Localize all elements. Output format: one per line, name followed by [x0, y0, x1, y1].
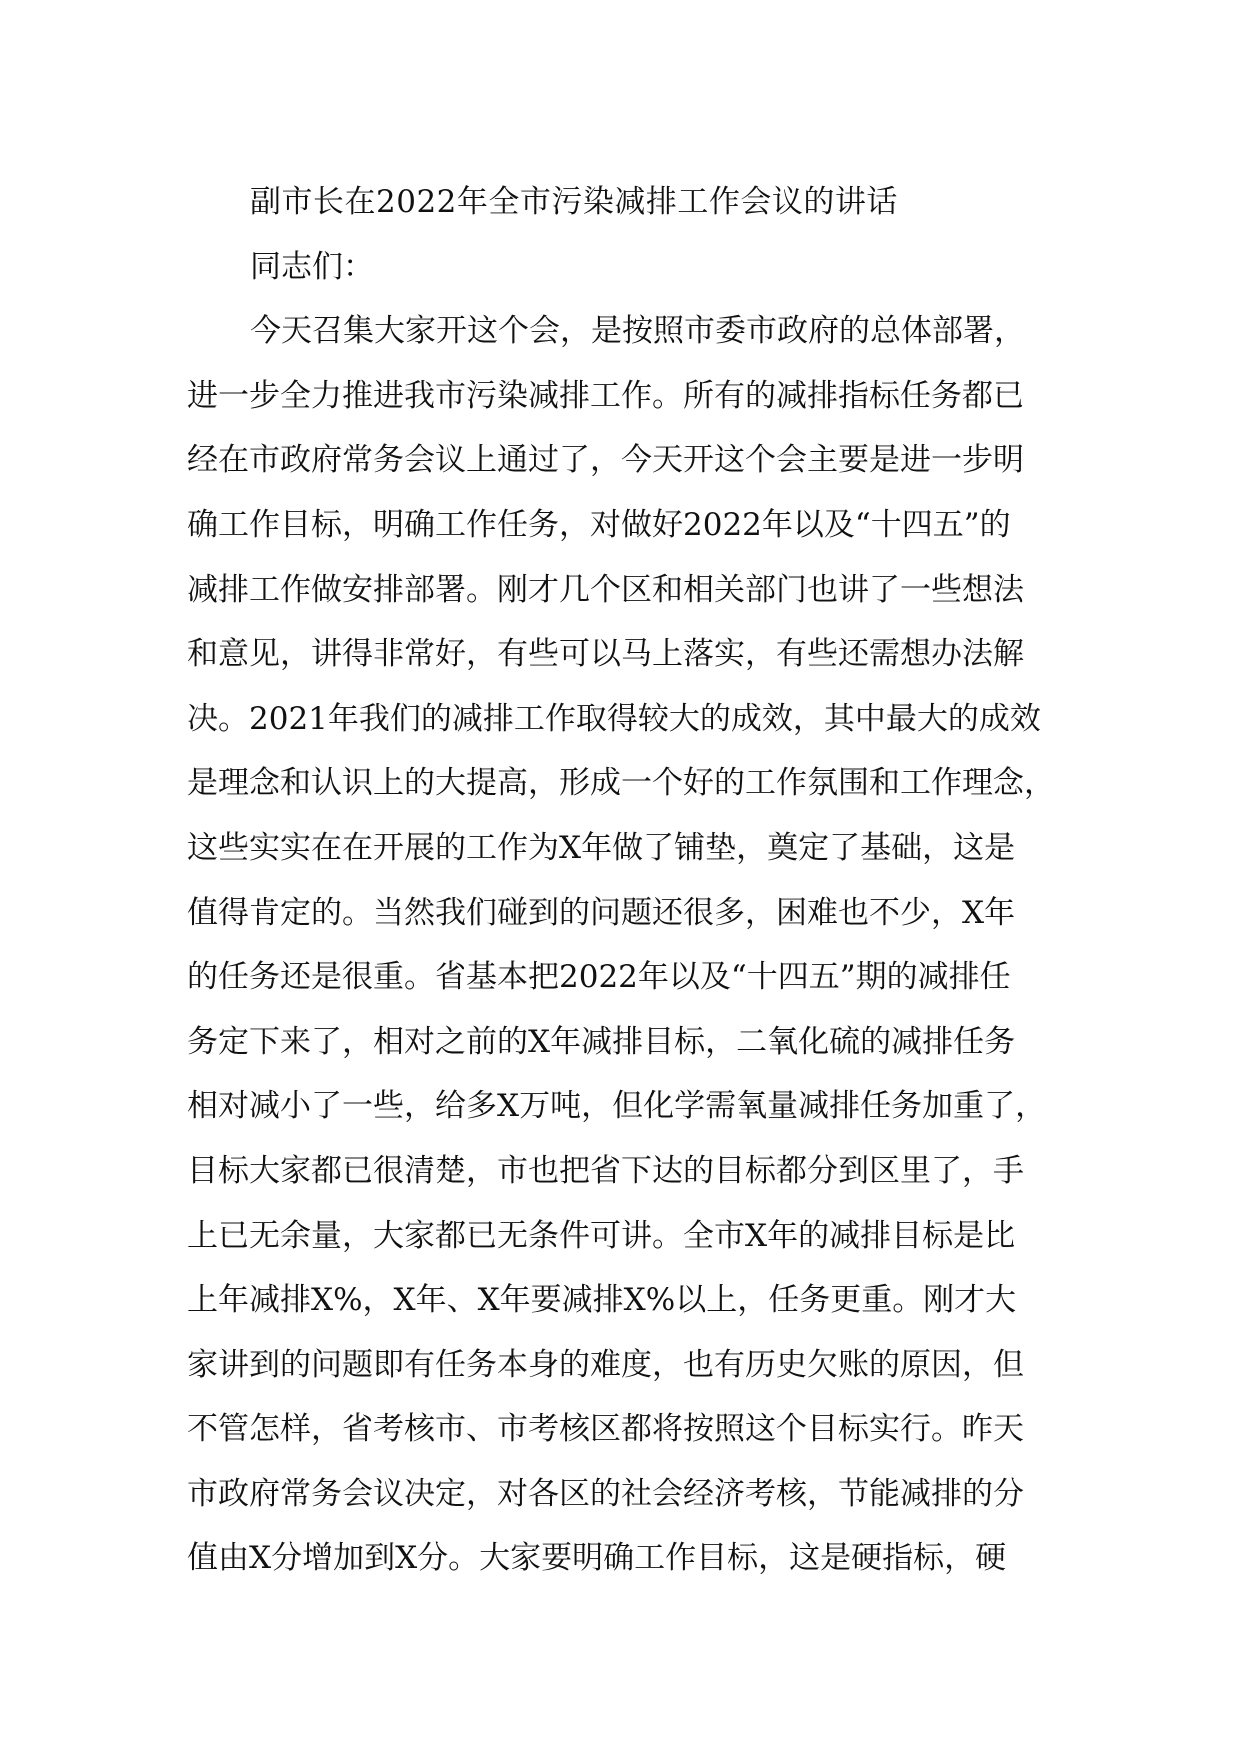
body-line: 市政府常务会议决定，对各区的社会经济考核，节能减排的分	[187, 1475, 1024, 1512]
body-line: 上年减排X%，X年、X年要减排X%以上，任务更重。刚才大	[187, 1282, 1017, 1319]
document-body	[187, 170, 1067, 1591]
body-line: 是理念和认识上的大提高，形成一个好的工作氛围和工作理念，	[187, 765, 1055, 802]
body-line: 这些实实在在开展的工作为X年做了铺垫，奠定了基础，这是	[187, 829, 1016, 866]
body-line: 的任务还是很重。省基本把2022年以及“十四五”期的减排任	[187, 959, 1011, 996]
body-line: 目标大家都已很清楚，市也把省下达的目标都分到区里了，手	[187, 1152, 1024, 1189]
body-line: 决。2021年我们的减排工作取得较大的成效，其中最大的成效	[187, 700, 1041, 737]
body-text	[187, 299, 1067, 1591]
body-line: 务定下来了，相对之前的X年减排目标，二氧化硫的减排任务	[187, 1023, 1016, 1060]
body-line: 今天召集大家开这个会，是按照市委市政府的总体部署，	[250, 313, 1025, 350]
body-line: 确工作目标，明确工作任务，对做好2022年以及“十四五”的	[187, 506, 1011, 543]
body-line: 上已无余量，大家都已无条件可讲。全市X年的减排目标是比	[187, 1217, 1016, 1254]
body-line: 不管怎样，省考核市、市考核区都将按照这个目标实行。昨天	[187, 1411, 1024, 1448]
body-line: 相对减小了一些，给多X万吨，但化学需氧量减排任务加重了，	[187, 1088, 1047, 1125]
document-title: 副市长在2022年全市污染减排工作会议的讲话	[250, 184, 898, 220]
body-line: 经在市政府常务会议上通过了，今天开这个会主要是进一步明	[187, 442, 1024, 479]
body-line: 进一步全力推进我市污染减排工作。所有的减排指标任务都已	[187, 377, 1024, 414]
body-line: 家讲到的问题即有任务本身的难度，也有历史欠账的原因，但	[187, 1346, 1024, 1383]
body-line: 和意见，讲得非常好，有些可以马上落实，有些还需想办法解	[187, 636, 1024, 673]
salutation: 同志们：	[250, 248, 374, 285]
body-line: 值由X分增加到X分。大家要明确工作目标，这是硬指标，硬	[187, 1540, 1007, 1577]
body-line: 值得肯定的。当然我们碰到的问题还很多，困难也不少，X年	[187, 894, 1016, 931]
body-line: 减排工作做安排部署。刚才几个区和相关部门也讲了一些想法	[187, 571, 1024, 608]
